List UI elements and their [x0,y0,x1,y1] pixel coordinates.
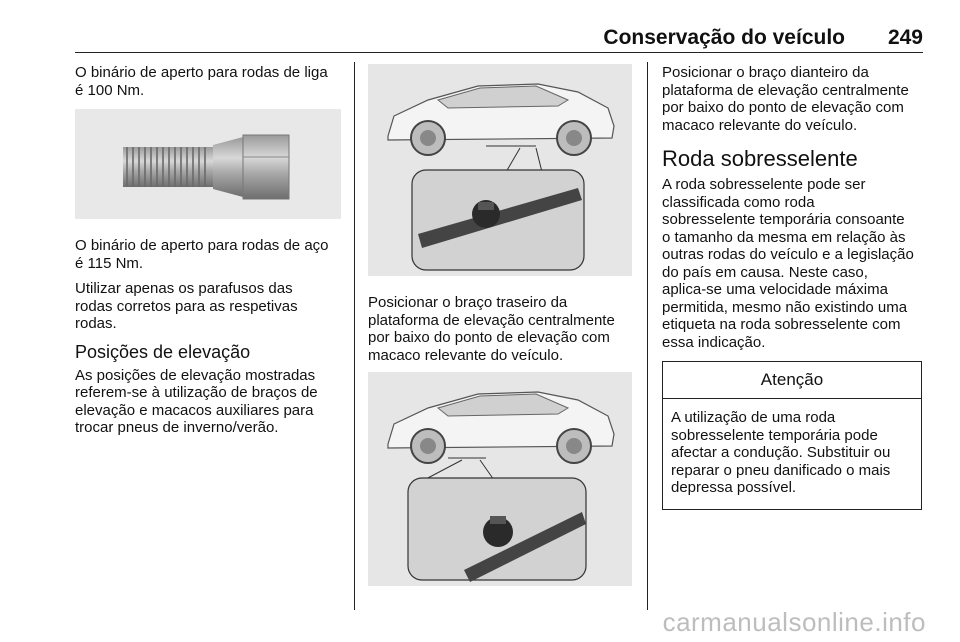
watermark: carmanualsonline.info [662,607,926,637]
paragraph-rear-arm: Posicionar o braço traseiro da plataforma de elevação centralmente por baixo do ponto de elevação com macaco relevante do veículo. [368,294,615,364]
paragraph-steel-torque: O binário de aperto para rodas de aço é 115 Nm. [75,237,329,272]
page-title: Conservação do veículo [603,26,845,49]
caution-title: Atenção [663,362,921,399]
wheel-bolt-illustration [75,109,341,219]
front-lift-point-illustration [368,372,632,586]
page-number: 249 [887,26,923,49]
rear-lift-point-illustration [368,64,632,276]
caution-body: A utilização de uma roda sobresselente temporária pode afectar a condução. Substituir ou reparar o pneu danificado o mais depressa possível. [671,409,891,496]
column-1 [75,64,341,445]
heading-spare-wheel: Roda sobresselente [662,146,858,171]
caution-box [662,361,922,510]
column-2 [368,64,632,586]
column-divider [354,62,355,610]
column-divider [647,62,648,610]
paragraph-lifting-positions: As posições de elevação mostradas referem-se à utilização de braços de elevação e macacos auxiliares para trocar pneus de inverno/verão. [75,366,318,436]
paragraph-correct-bolts: Utilizar apenas os parafusos das rodas corretos para as respetivas rodas. [75,280,298,332]
paragraph-alloy-torque: O binário de aperto para rodas de liga é 100 Nm. [75,64,328,99]
heading-lifting-positions: Posições de elevação [75,341,251,362]
header-rule [75,52,923,53]
column-3 [662,64,924,510]
paragraph-spare-wheel: A roda sobresselente pode ser classificada como roda sobresselente temporária consoante o tamanho da mesma em relação às outras rodas do veículo e a legislação do país em causa. Neste caso, aplica-se uma velocidade máxima permitida, mesmo não existindo uma etiqueta na roda sobresselente com essa indicação. [662,176,914,351]
page-header [75,26,923,50]
paragraph-front-arm: Posicionar o braço dianteiro da plataforma de elevação centralmente por baixo do ponto de elevação com macaco relevante do veículo. [662,64,909,134]
